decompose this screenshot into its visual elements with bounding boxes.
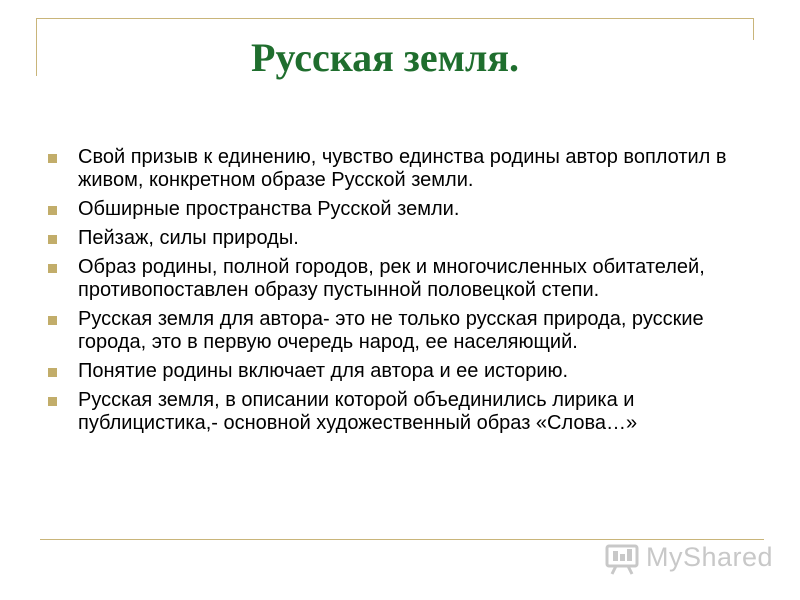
bullet-item bbox=[48, 198, 748, 221]
bullet-text: Обширные пространства Русской земли. bbox=[78, 198, 460, 220]
bullet-text: Понятие родины включает для автора и ее историю. bbox=[78, 360, 569, 382]
square-bullet-icon bbox=[48, 368, 57, 377]
watermark-text: MyShared bbox=[646, 542, 774, 572]
frame-line-top bbox=[36, 18, 754, 19]
square-bullet-icon bbox=[48, 316, 57, 325]
bullet-item bbox=[48, 389, 748, 435]
bullet-item bbox=[48, 256, 748, 302]
presentation-board-icon bbox=[604, 540, 640, 576]
square-bullet-icon bbox=[48, 397, 57, 406]
square-bullet-icon bbox=[48, 154, 57, 163]
square-bullet-icon bbox=[48, 206, 57, 215]
bullet-text: Русская земля, в описании которой объединились лирика и публицистика,- основной художественный образ «Слова…» bbox=[78, 389, 638, 434]
bullet-list bbox=[48, 146, 748, 441]
watermark-logo bbox=[604, 536, 774, 580]
square-bullet-icon bbox=[48, 235, 57, 244]
bullet-item bbox=[48, 227, 748, 250]
bullet-item bbox=[48, 360, 748, 383]
bullet-item bbox=[48, 308, 748, 354]
bullet-text: Свой призыв к единению, чувство единства родины автор воплотил в живом, конкретном образе Русской земли. bbox=[78, 146, 727, 191]
bullet-text: Образ родины, полной городов, рек и многочисленных обитателей, противопоставлен образу пустынной половецкой степи. bbox=[78, 256, 705, 301]
bullet-text: Пейзаж, силы природы. bbox=[78, 227, 299, 249]
bullet-item bbox=[48, 146, 748, 192]
square-bullet-icon bbox=[48, 264, 57, 273]
bullet-text: Русская земля для автора- это не только русская природа, русские города, это в первую очередь народ, ее населяющий. bbox=[78, 308, 704, 353]
slide-title: Русская земля. bbox=[251, 35, 519, 80]
